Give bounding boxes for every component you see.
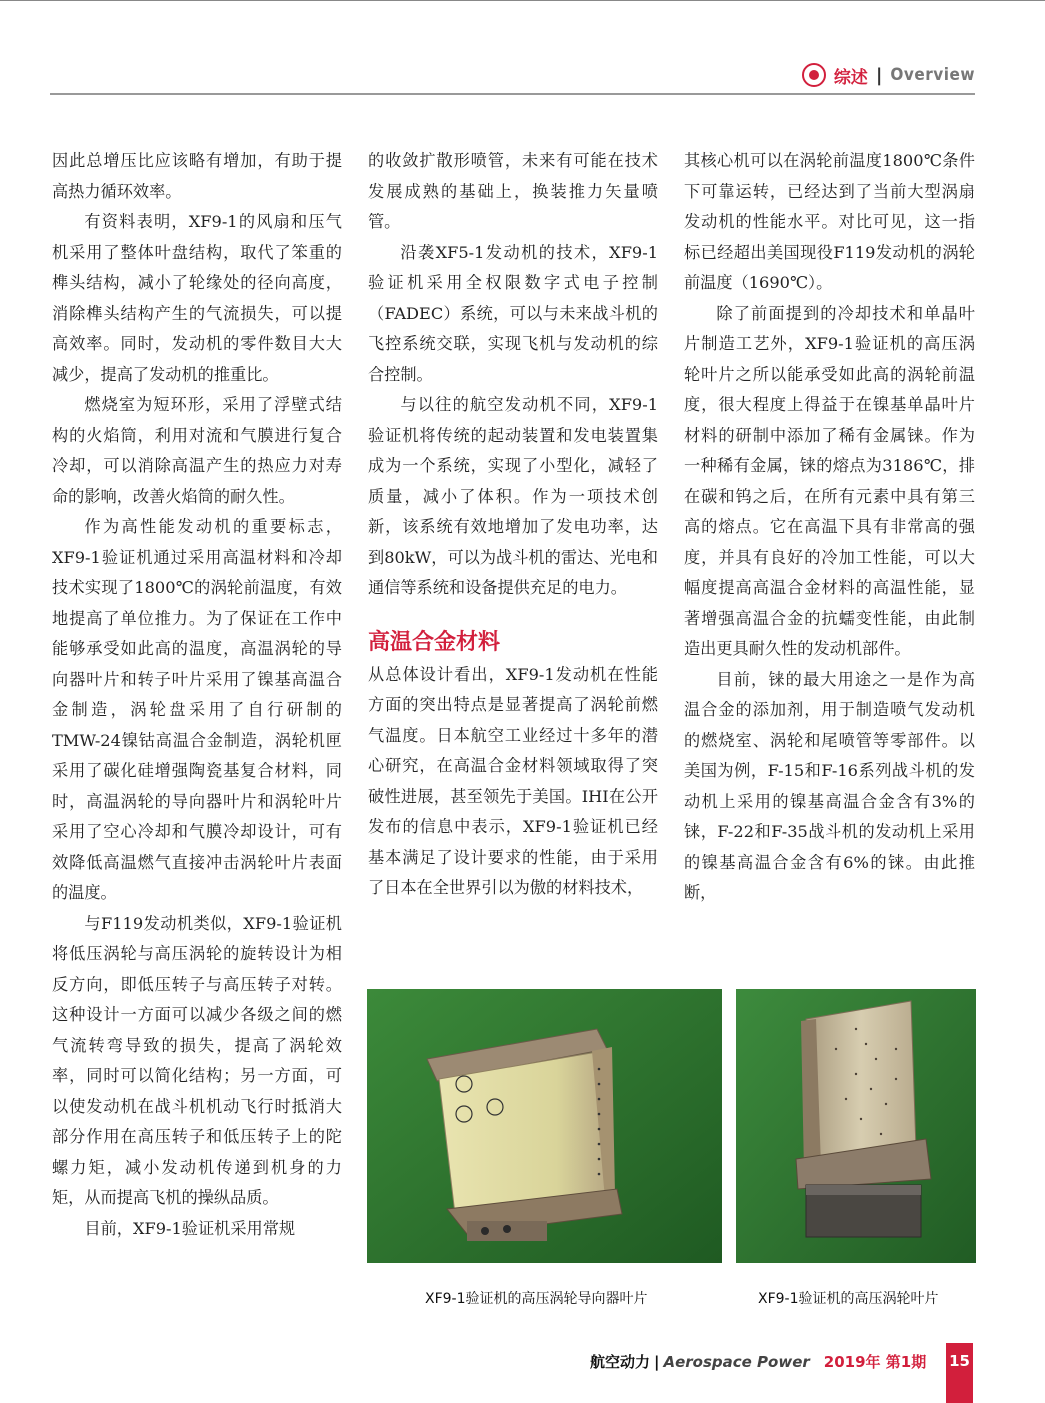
journal-logo-icon	[802, 63, 826, 87]
section-label-zh: 综述	[833, 67, 868, 88]
running-footer	[590, 1351, 926, 1372]
text-column-1	[52, 146, 342, 1244]
paragraph: 燃烧室为短环形，采用了浮壁式结构的火焰筒，利用对流和气膜进行复合冷却，可以消除高温产生的热应力对寿命的影响，改善火焰筒的耐久性。	[52, 395, 342, 506]
paragraph: 除了前面提到的冷却技术和单晶叶片制造工艺外，XF9-1验证机的高压涡轮叶片之所以能承受如此高的涡轮前温度，很大程度上得益于在镍基单晶叶片材料的研制中添加了稀有金属铼。作为一种稀有金属，铼的熔点为3186℃，排在碳和钨之后，在所有元素中具有第三高的熔点。它在高温下具有非常高的强度，并具有良好的冷加工性能，可以大幅度提高高温合金材料的高温性能，显著增强高温合金的抗蠕变性能，由此制造出更具耐久性的发动机部件。	[684, 303, 975, 658]
figure-caption-1: XF9-1验证机的高压涡轮导向器叶片	[425, 1291, 648, 1307]
section-label-en: Overview	[890, 65, 975, 85]
paragraph: 因此总增压比应该略有增加，有助于提高热力循环效率。	[52, 151, 342, 201]
paragraph: 作为高性能发动机的重要标志，XF9-1验证机通过采用高温材料和冷却技术实现了1800℃的涡轮前温度，有效地提高了单位推力。为了保证在工作中能够承受如此高的温度，高温涡轮的导向器叶片和转子叶片采用了镍基高温合金制造，涡轮盘采用了自行研制的TMW-24镍钴高温合金制造，涡轮机匣采用了碳化硅增强陶瓷基复合材料，同时，高温涡轮的导向器叶片和涡轮叶片采用了空心冷却和气膜冷却设计，可有效降低高温燃气直接冲击涡轮叶片表面的温度。	[52, 517, 342, 902]
paragraph: 有资料表明，XF9-1的风扇和压气机采用了整体叶盘结构，取代了笨重的榫头结构，减小了轮缘处的径向高度，消除榫头结构产生的气流损失，可以提高效率。同时，发动机的零件数目大大减少，提高了发动机的推重比。	[52, 212, 342, 384]
journal-name-zh: 航空动力	[590, 1353, 651, 1371]
page-number: 15	[946, 1343, 973, 1403]
text-column-2	[368, 146, 658, 904]
turbine-blade-illustration	[736, 989, 976, 1263]
paragraph: 的收敛扩散形喷管，未来有可能在技术发展成熟的基础上，换装推力矢量喷管。	[368, 151, 658, 231]
photo-turbine-guide-vane	[367, 989, 722, 1263]
issue-label: 2019年 第1期	[823, 1353, 927, 1371]
header-rule	[50, 93, 975, 95]
figure-caption-2: XF9-1验证机的高压涡轮叶片	[758, 1291, 939, 1307]
paragraph: 从总体设计看出，XF9-1发动机在性能方面的突出特点是显著提高了涡轮前燃气温度。日本航空工业经过十多年的潜心研究，在高温合金材料领域取得了突破性进展，甚至领先于美国。IHI在公开发布的信息中表示，XF9-1验证机已经基本满足了设计要求的性能，由于采用了日本在全世界引以为傲的材料技术，	[368, 664, 658, 897]
footer-separator: |	[654, 1352, 660, 1371]
header-separator: |	[875, 64, 883, 86]
photo-turbine-blade	[736, 989, 976, 1263]
paragraph: 其核心机可以在涡轮前温度1800℃条件下可靠运转，已经达到了当前大型涡扇发动机的性能水平。对比可见，这一指标已经超出美国现役F119发动机的涡轮前温度（1690℃）。	[684, 151, 975, 292]
guide-vane-illustration	[367, 989, 722, 1263]
top-rule	[0, 0, 1045, 1]
paragraph: 与F119发动机类似，XF9-1验证机将低压涡轮与高压涡轮的旋转设计为相反方向，即低压转子与高压转子对转。这种设计一方面可以减少各级之间的燃气流转弯导致的损失，提高了涡轮效率，同时可以简化结构；另一方面，可以使发动机在战斗机机动飞行时抵消大部分作用在高压转子和低压转子上的陀螺力矩，减小发动机传递到机身的力矩，从而提高飞机的操纵品质。	[52, 913, 342, 1207]
text-column-3	[684, 146, 975, 909]
paragraph: 与以往的航空发动机不同，XF9-1验证机将传统的起动装置和发电装置集成为一个系统，实现了小型化，减轻了质量，减小了体积。作为一项技术创新，该系统有效地增加了发电功率，达到80kW，可以为战斗机的雷达、光电和通信等系统和设备提供充足的电力。	[368, 395, 658, 597]
paragraph: 沿袭XF5-1发动机的技术，XF9-1验证机采用全权限数字式电子控制（FADEC）系统，可以与未来战斗机的飞控系统交联，实现飞机与发动机的综合控制。	[368, 242, 658, 384]
paragraph: 目前，铼的最大用途之一是作为高温合金的添加剂，用于制造喷气发动机的燃烧室、涡轮和尾喷管等零部件。以美国为例，F-15和F-16系列战斗机的发动机上采用的镍基高温合金含有3%的铼，F-22和F-35战斗机的发动机上采用的镍基高温合金含有6%的铼。由此推断，	[684, 669, 975, 902]
section-heading: 高温合金材料	[368, 629, 501, 655]
paragraph: 目前，XF9-1验证机采用常规	[84, 1218, 296, 1238]
journal-name-en: Aerospace Power	[663, 1352, 810, 1371]
running-header	[802, 60, 975, 90]
